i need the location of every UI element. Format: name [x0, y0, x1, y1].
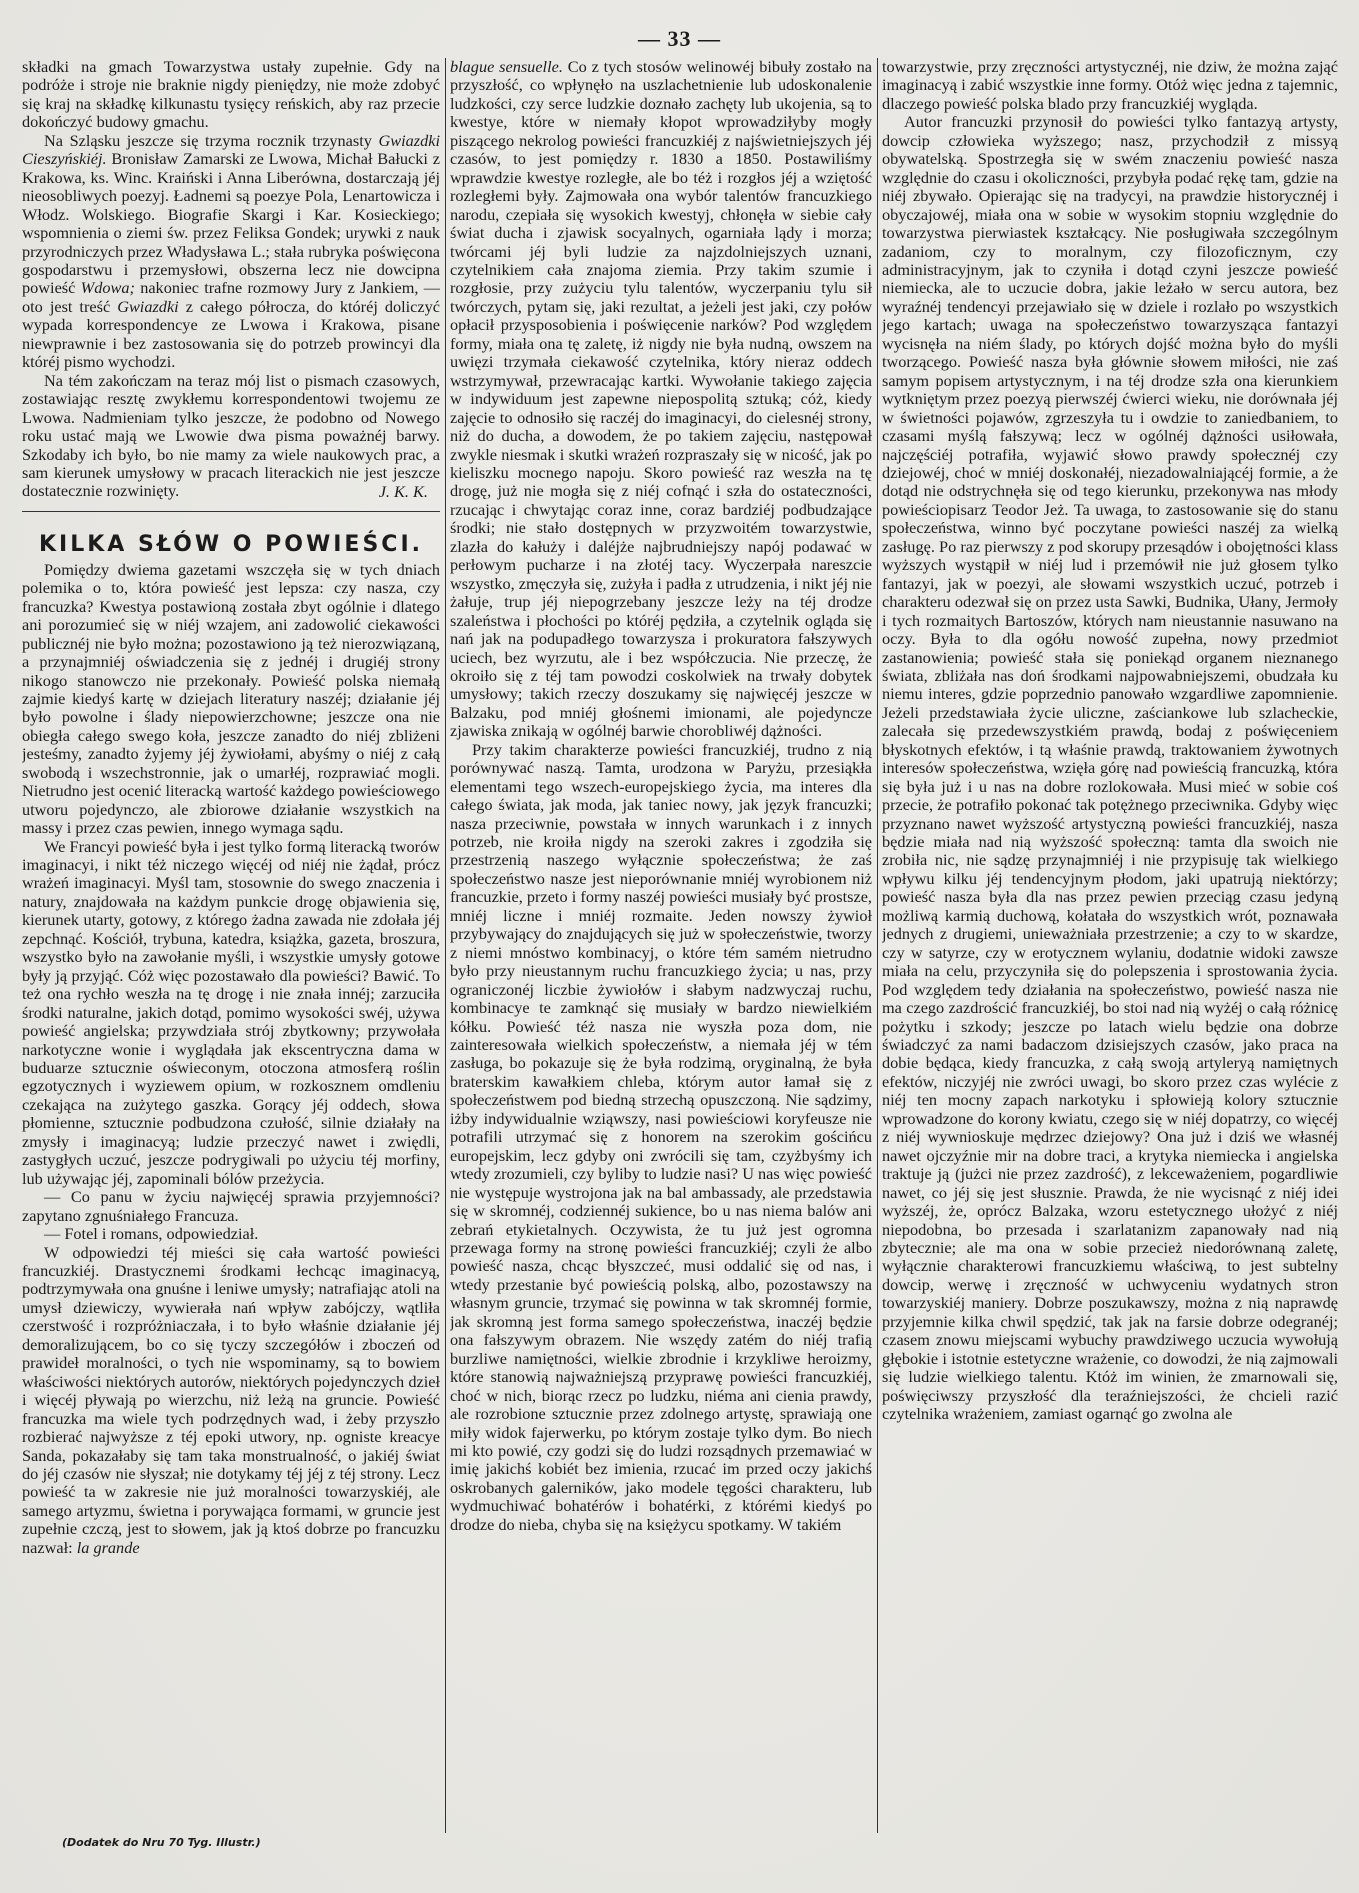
text-run: Na Szląsku jeszcze się trzyma rocznik trzynasty	[44, 130, 379, 150]
text-run: — Fotel i romans, odpowiedział.	[44, 1224, 259, 1244]
italic-text: Gwiazdki	[117, 296, 179, 316]
paragraph	[22, 1244, 440, 1558]
text-run: towarzystwie, przy zręczności artystycznéj, nie dziw, że można zająć imaginacyą i zabić wszystkie inne formy. Otóż więc jedna z tajemnic, dlaczego powieść polska blado przy francuzkiéj wygląda.	[882, 58, 1338, 113]
paragraph	[22, 132, 440, 372]
paragraph	[22, 58, 440, 132]
paragraph	[22, 1225, 440, 1243]
text-run: Na tém zakończam na teraz mój list o pismach czasowych, zostawiając resztę zwykłemu korrespondentowi twojemu ze Lwowa. Nadmieniam tylko jeszcze, że podobno od Nowego roku ustać mają we Lwowie dwa pisma poważnéj barwy. Szkodaby ich było, bo nie mamy za wiele naukowych prac, a sam kierunek umysłowy w pracach literackich nie jest jeszcze dostatecznie rozwinięty.	[22, 370, 440, 501]
text-run: Co z tych stosów welinowéj bibuły zostało na przyszłość, co wpłynęło na uszlachetnienie lub udoskonalenie ludzkości, czy serce ludzkie doznało zachęty lub ukojenia, są to kwestye, które w niemały kłopot wprowadziłyby mogły piszącego nekrolog powieści francuzkiéj z najświetniejszych jéj czasów, to jest pomiędzy r. 1830 a 1850. Postawiliśmy wprawdzie kwestye rozległe, ale bo téż i rozgłos jéj a wziętość rozległemi były. Zajmowała ona wybór talentów francuzkiego narodu, czepiała się wysokich kwestyj, chłonęła w siebie cały świat ducha i zjawisk socyalnych, ogarniała lądy i morza; twórcami jéj byli ludzie za najzdolniejszych uznani, czytelnikiem cała znajoma ziemia. Przy takim szumie i rozgłosie, przy zużyciu tylu talentów, wyczerpaniu tylu sił twórczych, pytam się, jaki rezultat, a jeżeli jest jaki, czy połów opłacił przysposobienia i poświęcenie narków? Pod względem formy, miała ona tę zaletę, iż nigdy nie była nudną, owszem na uwięzi trzymała ciekawość czytelnika, który nieraz oddech wstrzymywał, przewracając kartki. Wywołanie takiego zajęcia w indywiduum jest zapewne niepospolitą sztuką; cóż, kiedy zajęcie to odnosiło się raczéj do imaginacyi, do cielesnéj strony, niż do ducha, a dowodem, że po takiem zajęciu, następował zwykle niesmak i skutki wrażeń rozpraszały się w nicość, jak po kieliszku mocnego napoju. Skoro powieść raz weszła na tę drogę, już nie mogła się z niéj cofnąć i szła do ostateczności, rzucając i chwytając coraz inne, coraz bardziéj podbudzające środki; nie stało dostępnych w przyzwoitém towarzystwie, zlazła do kałuży i daléjże najbrudniejszy napój podawać w perłowym pucharze i na złotéj tacy. Wyczerpała nareszcie wszystko, zmęczyła się, zużyła i padła z utrudzenia, i nikt jéj nie żałuje, trup jéj niepogrzebany jeszcze leży na téj drodze szaleństwa i płochości po któréj pędziła, a czytelnik ogląda się nań jak na podupadłego towarzysza i prokuratora fałszywych uciech, bez wyrzutu, ale i bez współczucia. Nie przeczę, że okroiło się z téj tam powodzi coskolwiek na trwały dobytek umysłowy; takich rzeczy doszukamy się najwięcéj jeszcze w Balzaku, pod mniéj głośnemi imionami, ale pojedyncze zjawiska znikają w ogólnéj barwie chorobliwéj dążności.	[450, 58, 872, 741]
paragraph	[882, 58, 1338, 113]
text-run: nakoniec trafne rozmowy Jury z Jankiem, — oto jest treść	[22, 278, 440, 316]
paragraph	[22, 372, 440, 501]
column-1	[22, 58, 440, 1833]
section-divider	[22, 511, 440, 512]
text-run: składki na gmach Towarzystwa ustały zupełnie. Gdy na podróże i stroje nie braknie nigdy pieniędzy, nie może zdobyć się kraj na składkę kilkunastu tysięcy reńskich, aby raz przecie dokończyć budowy gmachu.	[22, 58, 440, 132]
text-run: z całego półrocza, do któréj doliczyć wypada korrespondencye ze Lwowa i Krakowa, pisane niewprawnie i bez zastosowania się do potrzeb prowincyi dla któréj pismo wychodzi.	[22, 296, 440, 372]
paragraph	[450, 741, 872, 1534]
text-run: We Francyi powieść była i jest tylko formą literacką tworów imaginacyi, i nikt téż niczego więcéj od niéj nie żądał, prócz wrażeń imaginacyi. Myśl tam, stosownie do swego znaczenia i natury, znajdowała na każdym punkcie drogę objawienia się, kierunek utarty, gotowy, z którego żadna zawada nie zdołała jéj zepchnąć. Kościół, trybuna, katedra, książka, gazeta, broszura, wszystko było na zawołanie myśli, i wszystkie umysły gotowe były ją przyjąć. Cóż więc pozostawało dla powieści? Bawić. To też ona rychło weszła na tę drogę i nie znała innéj; zarzuciła środki naturalne, jakich dotąd, pomimo wysokości swéj, używa powieść angielska; przywdziała strój zbytkowny; przywołała narkotyczne wonie i wyglądała jak ekscentryczna dama w buduarze sztucznie oświeconym, otoczona atmosferą roślin egzotycznych i wyziewem opium, w rozkosznem omdleniu czekająca na zużytego gaszka. Gorący jéj oddech, słowa płomienne, sztucznie podbudzona czułość, silnie działały na zmysły i imaginacyą; ludzie przeczyć nawet i zwiędli, zastygłych uczuć, jeszcze podrygiwali po użyciu téj morfiny, lub używając jéj, zapominali bólów przeżycia.	[22, 836, 440, 1188]
column-3	[882, 58, 1338, 1838]
text-run: Bronisław Zamarski ze Lwowa, Michał Bałucki z Krakowa, ks. Winc. Kraiński i Anna Liberówna, dostarczają jéj nieosobliwych poezyj. Ładnemi są poezye Pola, Lenartowicza i Włodz. Wolskiego. Biografie Skargi i Kar. Kosieckiego; wspomnienia o ziemi św. przez Feliksa Gondek; urywki z nauk przyrodniczych przez Władysława L.; stała rubryka poświęcona gospodarstwu i przemysłowi, obszerna lecz nie dowcipna powieść	[22, 149, 440, 298]
paragraph	[22, 561, 440, 838]
page-number: — 33 —	[638, 26, 721, 51]
article-title: KILKA SŁÓW O POWIEŚCI.	[38, 532, 423, 558]
text-run: Autor francuzki przynosił do powieści tylko fantazyą artysty, dowcip człowieka wyższego; nasz, przychodził z missyą obywatelską. Spostrzegła się w swém znaczeniu powieść nasza względnie do czasu i okoliczności, przybyła podać rękę tam, gdzie na niéj zbywało. Opierając się na tradycyi, na prawdzie historycznéj i obyczajowéj, miała ona w sobie w wysokim stopniu względnie do towarzystwa pierwiastek kształcący. Nie posługiwała szczególnym zadaniom, czy to moralnym, czy filozoficznym, czy administracyjnym, jak to czyniła i dotąd czyni jeszcze powieść niemiecka, ale to uczucie dobra, jakie leżało w sercu autora, bez wyraźnéj tendencyi przejawiało się w dziele i rozlało po wszystkich jego kartach; uwaga na społeczeństwo towarzysząca fantazyi wycisnęła na niém ślady, po których dojść można było do myśli tworzącego. Powieść nasza była głównie słowem miłości, nie zaś samym popisem artystycznym, i na téj drodze szła ona kierunkiem wytkniętym przez poezyą pierwszéj ćwierci wieku, nie dorównała jéj w świetności pojawów, zgrzeszyła tu i owdzie to zaniedbaniem, to czasami myślą fałszywą; lecz w ogólnéj dążności usiłowała, najczęściéj potrafiła, wyjawić słowo prawdy społecznéj czy dziejowéj, choć w mniéj doskonałéj, niezadowalniającéj formie, a że dotąd nie odstrychnęła się od tego kierunku, przekonywa nas młody powieściopisarz Teodor Jeż. Ta uwaga, to zastosowanie się do stanu społeczeństwa, winno być poczytane powieści naszéj za wielką zasługę. Po raz pierwszy z pod skorupy przesądów i obojętności klass wyższych wystąpił w niéj lud i przemówił nie już głosem tylko fantazyi, jak w poezyi, ale słowami wszystkich uczuć, potrzeb i charakteru odezwał się on przez usta Sawki, Budnika, Ułany, Jermoły i tych rozmaitych Bartoszów, których nam nieustannie nasuwano na oczy. Była to dla ogółu nowość zupełna, nowy przedmiot zastanowienia; powieść stała się poniekąd organem nieznanego świata, zbliżała nas doń środkami najpowabniejszemi, obudzała ku niemu interes, gdzie poprzednio panowało wzgardliwe zapomnienie. Jeżeli przedstawiała życie uliczne, zaściankowe lub szlacheckie, zalecała się przedewszystkiém prawdą, bodaj z poświęceniem błyskotnych efektów, i tą właśnie prawdą, traktowaniem żywotnych interesów społeczeństwa, wzięła górę nad powieścią francuzką, która się była już i u nas na dobre rozlokowała. Musi mieć w sobie coś przecie, że potrafiło pokonać tak potężnego przeciwnika. Gdyby więc przyznano nawet wyższość artystyczną powieści francuzkiéj, nasza będzie miała nad nią wyższość społeczną: tamta dla swoich nie zrobiła nic, nie sądzę przynajmniéj i nie przypisuję tak wielkiego wpływu kilku jéj tendencyjnym płodom, jaki upatrują niektórzy; powieść nasza była dla nas przez pewien przeciąg czasu jedyną możliwą karmią duchową, kołatała do wszystkich wrót, poznawała jednych z drugiemi, unieważniała przestrzenie; a czy to w skardze, czy w satyrze, czy w erotycznem wylaniu, dodatnie widoki zawsze miała na celu, przyczyniła się do polepszenia i sprostowania życia. Pod względem tedy działania na społeczeństwo, powieść nasza nie ma czego zazdrościć francuzkiéj, bo stoi nad nią wyżéj o całą różnicę pożytku i szkody; jeszcze po latach wielu będzie ona dobrze świadczyć za nami badaczom dzisiejszych czasów, jako praca na dobie będąca, kiedy francuzka, z całą swoją artyleryą namiętnych efektów, niczyjéj nie zwróci uwagi, bo skoro przez czas wylécie z niéj ten mocny zapach narkotyku i spłowieją kolory sztucznie wprowadzone do korony kwiatu, czego się w niéj dopatrzy, co więcéj z niéj wywnioskuje mędrzec dziejowy? Ona już i dziś we własnéj nawet ojczyźnie mir na dobre traci, a krytyka niemiecka i angielska traktuje ją (jużci nie przez zazdrość), z lekceważeniem, pogardliwie nawet, co jéj się jest słusznie. Prawda, że nie wycisnąć z niéj idei wyższéj, że, oprócz Balzaka, wzoru estetycznego ułożyć z niéj niepodobna, bo przesada i szarlatanizm zapanowały nad nią zbytecznie; ale ma ona w sobie przecież niedorównaną zaletę, wyłącznie charakterowi francuzkiemu właściwą, to jest subtelny dowcip, werwę i zręczność w uchwyceniu wydatnych stron towarzyskiéj maniery. Dobrze poszukawszy, można z nią naprawdę przyjemnie kilka chwil spędzić, tak jak na farsie dobrze odegranéj; czasem znowu miejscami wybuchy prawdziwego uczucia wywołują głębokie i istotnie estetyczne wrażenie, co dowodzi, że nią zajmowali się ludzie wielkiego talentu. Któż im winien, że zmarnowali się, poświęciwszy przyszłość dla teraźniejszości, że chcieli razić czytelnika wrażeniem, zamiast ogarnąć go zwolna ale	[882, 112, 1338, 1424]
paragraph	[882, 113, 1338, 1423]
column-divider	[877, 58, 878, 1833]
text-run: — Co panu w życiu najwięcéj sprawia przyjemności? zapytano zgnuśniałego Francuza.	[22, 1187, 440, 1225]
italic-text: Gwiazdki Cieszyńskiéj.	[22, 130, 440, 169]
paragraph	[22, 1188, 440, 1225]
paragraph	[450, 58, 872, 741]
supplement-note: (Dodatek do Nru 70 Tyg. Illustr.)	[62, 1836, 261, 1849]
text-run: W odpowiedzi téj mieści się cała wartość powieści francuzkiéj. Drastycznemi środkami łechcąc imaginacyą, podtrzymywała ona gnuśne i leniwe umysły; natrafiając atoli na umysł dziewiczy, wywierała nań wpływ zabójczy, wątliła czerstwość i rozpróżniaczała, i to było właśnie działanie jéj demoralizującem, bo co się tyczy szczegółów i zboczeń od prawideł moralności, o tych nie wspominamy, są to bowiem właściwości niektórych autorów, niektórych pojedynczych dzieł i więcéj pływają po wierzchu, niż leżą na gruncie. Powieść francuzka ma wiele tych podrzędnych wad, i żeby przyszło rozbierać najwyższe z téj epoki utwory, np. ogniste kreacye Sanda, pokazałaby się tam taka monstrualność, o jakiéj świat do jéj czasów nie słyszał; nie dotykamy téj jéj z téj strony. Lecz powieść ta w zakresie nie już moralności towarzyskiéj, ale samego artyzmu, świetna i porywająca formami, w gruncie jest zupełnie czczą, jest to słowem, jak ją ktoś dobrze po francuzku nazwał:	[22, 1242, 440, 1557]
italic-text: blague sensuelle.	[450, 58, 563, 76]
column-2	[450, 58, 872, 1838]
paragraph	[22, 838, 440, 1189]
italic-text: Wdowa;	[80, 278, 135, 298]
italic-text: la grande	[76, 1537, 140, 1557]
column-divider	[445, 58, 446, 1833]
text-run: Przy takim charakterze powieści francuzkiéj, trudno z nią porównywać naszą. Tamta, urodzona w Paryżu, przesiąkła elementami tego wszech-europejskiego życia, ma interes dla całego świata, jak moda, jak taniec nowy, jak język francuzki; nasza przeciwnie, powstała w innych warunkach i z innych potrzeb, nie kroiła nigdy na szeroki zakres i zgodziła się przestrzenią naszego wyłącznie społeczeństwa; że zaś społeczeństwo nasze jest nieporównanie mniéj wyrobionem niż francuzkie, przeto i formy naszéj powieści musiały być prostsze, mniéj liczne i mniéj rozmaite. Jeden nowszy żywioł przybywający do znajdujących się już w społeczeństwie, tworzy z niemi mnóstwo kombinacyj, o które tém samém nietrudno było przy nieustannym ruchu francuzkiego życia; u nas, przy ograniczonéj liczbie żywiołów i słabym nadzwyczaj ruchu, kombinacye te zamknąć się musiały w bardzo niewielkiém kółku. Powieść téż nasza nie wyszła poza dom, nie zainteresowała wielkich społeczeństw, a niemała jéj w tém zasługa, bo pokazuje się że była rodzimą, oryginalną, że była braterskim kawałkiem chleba, którym autor łamał się z społeczeństwem pod biedną strzechą opuszczoną. Nie sądzimy, iżby indywidualnie wziąwszy, nasi powieściowi koryfeusze nie potrafili utrzymać się z honorem na szerokim gościńcu europejskim, lecz gdyby oni zwrócili się tam, czyżbyśmy ich wtedy zrozumieli, czy byliby to ludzie nasi? U nas więc powieść nie występuje wystrojona jak na bal ambassady, ale przedstawia się w skromnéj, codziennéj sukience, bo u nas niema balów ani zebrań etykietalnych. Oczywista, że tu już jest ogromna przewaga formy na stronę powieści francuzkiéj; czyli że albo powieść nasza, chcąc błyszczeć, musi oddalić się od nas, i wtedy przestanie być powieścią polską, albo, pozostawszy na własnym gruncie, trzymać się powinna w tak skromnéj formie, jak skromną jest forma samego społeczeństwa, inaczéj będzie ona fałszywym obrazem. Nie wszędy zatém do niéj trafią burzliwe namiętności, wielkie zbrodnie i krzykliwe heroizmy, które stanowią najważniejszą przyprawę powieści francuzkiéj, choć w nich, biorąc rzecz po ludzku, niéma ani cienia prawdy, ale rozrobione sztucznie przez zdolnego artystę, sprawiają one miły widok fajerwerku, po którym zostaje tylko dym. Bo niech mi kto powié, czy godzi się do ludzi rozsądnych przemawiać w imię jakichś kobiét bez imienia, rzucać im przed oczy jakichś oskrobanych galerników, jako modele tęgości charakteru, lub wydmuchiwać bohatérów i bohatérki, z którémi kiedyś po drodze do nieba, chyba się na księżycu spotkamy. W takiém	[450, 739, 872, 1534]
author-signature: J. K. K.	[378, 481, 428, 501]
text-run: Pomiędzy dwiema gazetami wszczęła się w tych dniach polemika o to, która powieść jest lepsza: czy nasza, czy francuzka? Kwestya postawioną została zbyt ogólnie i dlatego ani porozumieć się w niéj wzajem, ani zadowolić ciekawości publicznéj nie było można; pozostawiono ją też nierozwiązaną, a przynajmniéj oświadczenia się z jednéj i drugiéj strony nikogo stanowczo nie przekonały. Powieść polska niemałą zajmie kiedyś kartę w dziejach literatury naszéj; działanie jéj było powolne i ślady niepowierzchowne; jeszcze ona nie obiegła całego swego koła, jeszcze zanadto do niéj zbliżeni jesteśmy, zanadto żyjemy jéj żywiołami, abyśmy o niéj z całą swobodą i wszechstronnie, jak o umarłéj, rozprawiać mogli. Nietrudno jest ocenić literacką wartość każdego powieściowego utworu pojedynczo, ale zbiorowe działanie wszystkich na massy i przez czas pewien, innego wymaga sądu.	[22, 559, 440, 838]
